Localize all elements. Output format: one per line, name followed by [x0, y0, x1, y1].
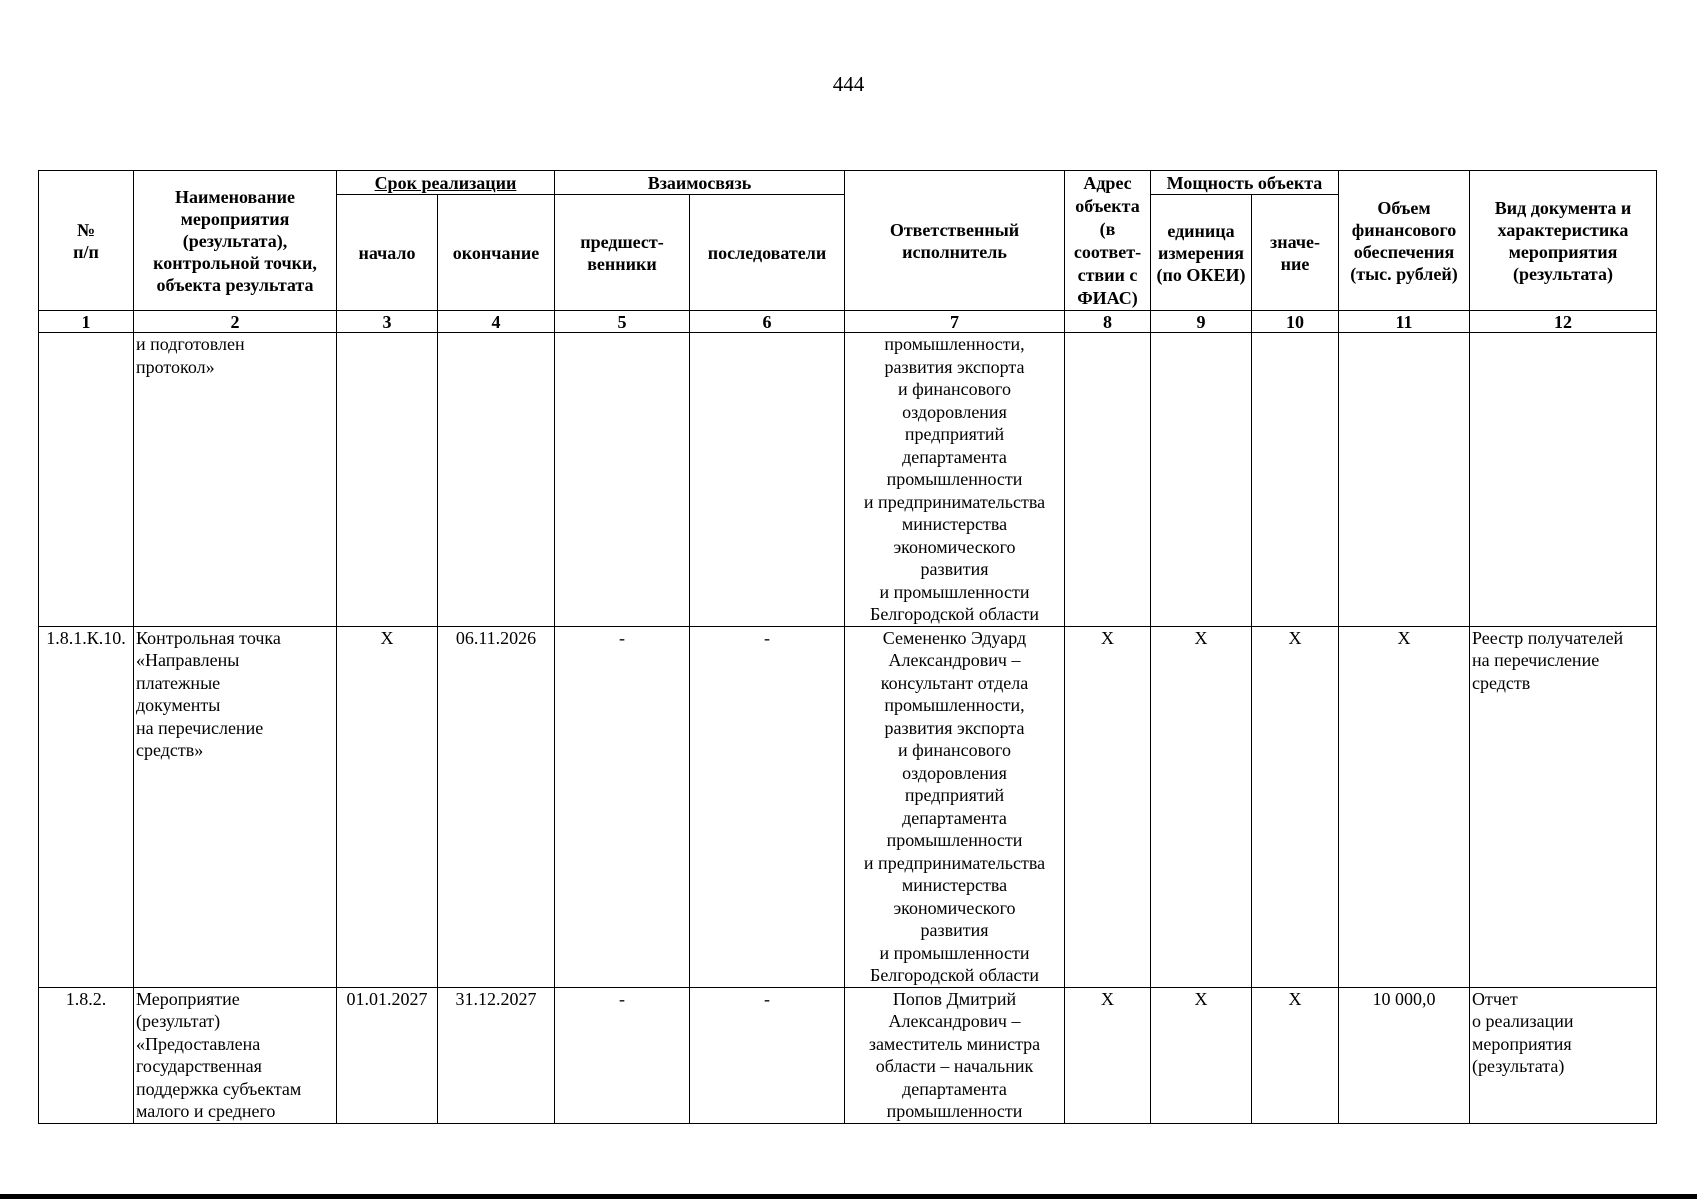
cell-address [1065, 333, 1151, 627]
header-end: окончание [438, 195, 555, 311]
header-responsible: Ответственный исполнитель [845, 171, 1065, 311]
table-row [39, 333, 1657, 627]
cell-finance [1339, 333, 1470, 627]
cell-responsible: Попов Дмитрий Александрович – заместитель министра области – начальник департамента промышленности [845, 987, 1065, 1123]
column-number: 9 [1151, 311, 1252, 333]
column-number: 3 [337, 311, 438, 333]
cell-id: 1.8.2. [39, 987, 134, 1123]
cell-responsible: промышленности, развития экспорта и финансового оздоровления предприятий департамента промышленности и предпринимательства министерства экономического развития и промышленности Белгородской области [845, 333, 1065, 627]
cell-start: 01.01.2027 [337, 987, 438, 1123]
header-capacity-group: Мощность объекта [1151, 171, 1339, 195]
cell-id: 1.8.1.К.10. [39, 626, 134, 987]
cell-end: 31.12.2027 [438, 987, 555, 1123]
header-doc-type: Вид документа и характеристика мероприятия (результата) [1470, 171, 1657, 311]
column-number: 1 [39, 311, 134, 333]
header-number: № п/п [39, 171, 134, 311]
cell-unit: X [1151, 626, 1252, 987]
cell-value: X [1252, 987, 1339, 1123]
cell-address: X [1065, 626, 1151, 987]
header-finance: Объем финансового обеспечения (тыс. рублей) [1339, 171, 1470, 311]
cell-predecessors: - [555, 626, 690, 987]
header-value: значе- ние [1252, 195, 1339, 311]
header-timing-group: Срок реализации [337, 171, 555, 195]
column-number: 7 [845, 311, 1065, 333]
cell-successors: - [690, 987, 845, 1123]
header-successors: последователи [690, 195, 845, 311]
cell-doc: Отчет о реализации мероприятия (результата) [1470, 987, 1657, 1123]
cell-name: Мероприятие (результат) «Предоставлена государственная поддержка субъектам малого и среднего [134, 987, 337, 1123]
cell-predecessors [555, 333, 690, 627]
column-number: 8 [1065, 311, 1151, 333]
column-number: 10 [1252, 311, 1339, 333]
column-number: 2 [134, 311, 337, 333]
cell-successors: - [690, 626, 845, 987]
cell-value [1252, 333, 1339, 627]
cell-end [438, 333, 555, 627]
header-predecessors: предшест- венники [555, 195, 690, 311]
cell-finance: X [1339, 626, 1470, 987]
cell-unit: X [1151, 987, 1252, 1123]
cell-name: и подготовлен протокол» [134, 333, 337, 627]
plan-table [38, 170, 1657, 1124]
cell-finance: 10 000,0 [1339, 987, 1470, 1123]
table-row [39, 987, 1657, 1123]
cell-start: X [337, 626, 438, 987]
cell-name: Контрольная точка «Направлены платежные документы на перечисление средств» [134, 626, 337, 987]
cell-id [39, 333, 134, 627]
cell-start [337, 333, 438, 627]
header-links-group: Взаимосвязь [555, 171, 845, 195]
cell-successors [690, 333, 845, 627]
header-unit: единица измерения (по ОКЕИ) [1151, 195, 1252, 311]
column-number: 5 [555, 311, 690, 333]
cell-unit [1151, 333, 1252, 627]
page-number: 444 [832, 72, 865, 96]
header-address: Адрес объекта (в соответ-ствии с ФИАС) [1065, 171, 1151, 311]
header-start: начало [337, 195, 438, 311]
cell-doc [1470, 333, 1657, 627]
header-name: Наименование мероприятия (результата), контрольной точки, объекта результата [134, 171, 337, 311]
cell-responsible: Семененко Эдуард Александрович – консультант отдела промышленности, развития экспорта и финансового оздоровления предприятий департамента промышленности и предпринимательства министерства экономического развития и промышленности Белгородской области [845, 626, 1065, 987]
cell-end: 06.11.2026 [438, 626, 555, 987]
table-row [39, 626, 1657, 987]
cell-doc: Реестр получателей на перечисление средств [1470, 626, 1657, 987]
column-number: 4 [438, 311, 555, 333]
cell-address: X [1065, 987, 1151, 1123]
column-number: 12 [1470, 311, 1657, 333]
bottom-rule [0, 1194, 1697, 1199]
column-number: 11 [1339, 311, 1470, 333]
cell-value: X [1252, 626, 1339, 987]
column-number: 6 [690, 311, 845, 333]
cell-predecessors: - [555, 987, 690, 1123]
